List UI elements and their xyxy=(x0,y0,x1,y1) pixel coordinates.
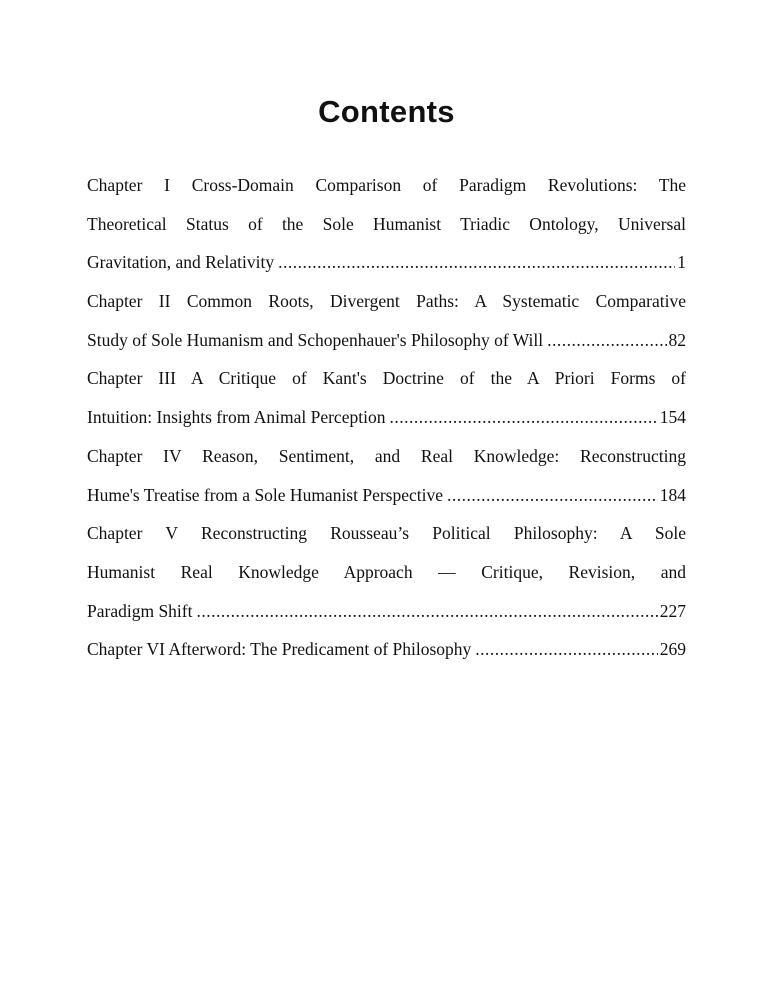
dot-leader xyxy=(389,398,657,437)
toc-entry-chapter-2 xyxy=(87,282,686,359)
toc-entry-text: Intuition: Insights from Animal Perception xyxy=(87,407,386,428)
toc-entry-final-line xyxy=(87,592,686,631)
dot-leader xyxy=(447,476,658,515)
page-number: 269 xyxy=(659,639,686,660)
toc-entry-text: Study of Sole Humanism and Schopenhauer's Philosophy of Will xyxy=(87,329,544,350)
page-title: Contents xyxy=(318,94,455,129)
toc-entry-final-line xyxy=(87,243,686,282)
toc-entry-text: Hume's Treatise from a Sole Humanist Perspective xyxy=(87,484,444,505)
page-number: 184 xyxy=(659,484,686,505)
toc-entry-text: Gravitation, and Relativity xyxy=(87,252,275,273)
toc-entry-final-line xyxy=(87,476,686,515)
toc-entry-text-line: Chapter IV Reason, Sentiment, and Real Knowledge: Reconstructing xyxy=(87,445,686,466)
toc-entry-text-line: Chapter V Reconstructing Rousseau’s Political Philosophy: A Sole xyxy=(87,523,686,544)
dot-leader xyxy=(278,243,675,282)
toc-entry-text-line: Theoretical Status of the Sole Humanist Triadic Ontology, Universal xyxy=(87,213,686,234)
toc-entry-text-line: Chapter III A Critique of Kant's Doctrine of the A Priori Forms of xyxy=(87,368,686,389)
toc-entry-final-line xyxy=(87,630,686,669)
dot-leader xyxy=(196,592,657,631)
page-number: 227 xyxy=(659,600,686,621)
page-number: 82 xyxy=(668,329,686,350)
dot-leader xyxy=(547,321,666,360)
toc-entry-text-line: Chapter II Common Roots, Divergent Paths: A Systematic Comparative xyxy=(87,291,686,312)
toc-entry-chapter-5 xyxy=(87,514,686,630)
toc-entry-text-line: Chapter I Cross-Domain Comparison of Paradigm Revolutions: The xyxy=(87,175,686,195)
toc-entry-chapter-1 xyxy=(87,166,686,282)
toc-entry-chapter-4 xyxy=(87,437,686,514)
page-number: 154 xyxy=(659,407,686,428)
dot-leader xyxy=(475,630,657,669)
toc-entry-text-line: Humanist Real Knowledge Approach — Critique, Revision, and xyxy=(87,561,686,582)
table-of-contents xyxy=(87,166,686,669)
toc-entry-text: Paradigm Shift xyxy=(87,600,193,621)
toc-entry-final-line xyxy=(87,321,686,360)
page-number: 1 xyxy=(677,252,686,273)
toc-entry-final-line xyxy=(87,398,686,437)
toc-entry-text: Chapter VI Afterword: The Predicament of Philosophy xyxy=(87,639,472,660)
toc-entry-chapter-6 xyxy=(87,630,686,669)
toc-entry-chapter-3 xyxy=(87,359,686,436)
